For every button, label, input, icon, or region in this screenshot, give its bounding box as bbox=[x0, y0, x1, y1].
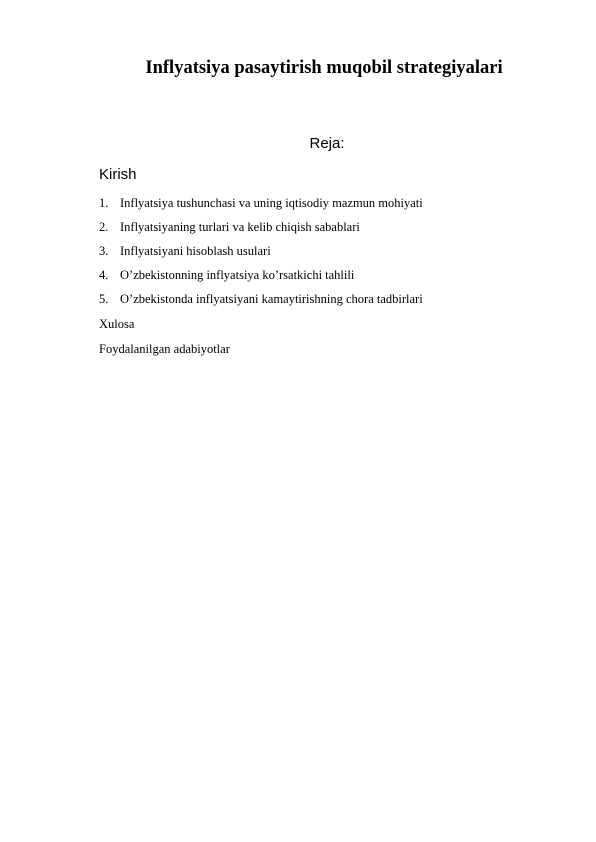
list-item-number: 2. bbox=[99, 220, 109, 234]
document-title: Inflyatsiya pasaytirish muqobil strategiyalari bbox=[145, 58, 503, 78]
list-item bbox=[99, 220, 423, 244]
list-item-number: 5. bbox=[99, 292, 109, 306]
references-item: Foydalanilgan adabiyotlar bbox=[99, 342, 230, 356]
list-item-number: 1. bbox=[99, 196, 109, 210]
list-item-number: 4. bbox=[99, 268, 109, 282]
list-item-text: O’zbekistonda inflyatsiyani kamaytirishning chora tadbirlari bbox=[120, 292, 423, 306]
list-item bbox=[99, 268, 423, 292]
list-item-number: 3. bbox=[99, 244, 109, 258]
introduction-item: Kirish bbox=[99, 166, 137, 183]
plan-heading: Reja: bbox=[309, 135, 345, 152]
list-item bbox=[99, 196, 423, 220]
list-item bbox=[99, 244, 423, 268]
list-item-text: Inflyatsiyaning turlari va kelib chiqish sabablari bbox=[120, 220, 360, 234]
list-item bbox=[99, 292, 423, 316]
list-item-text: Inflyatsiya tushunchasi va uning iqtisodiy mazmun mohiyati bbox=[120, 196, 423, 210]
list-item-text: O’zbekistonning inflyatsiya ko’rsatkichi tahlili bbox=[120, 268, 355, 282]
conclusion-item: Xulosa bbox=[99, 317, 135, 331]
list-item-text: Inflyatsiyani hisoblash usulari bbox=[120, 244, 271, 258]
table-of-contents bbox=[99, 196, 423, 316]
